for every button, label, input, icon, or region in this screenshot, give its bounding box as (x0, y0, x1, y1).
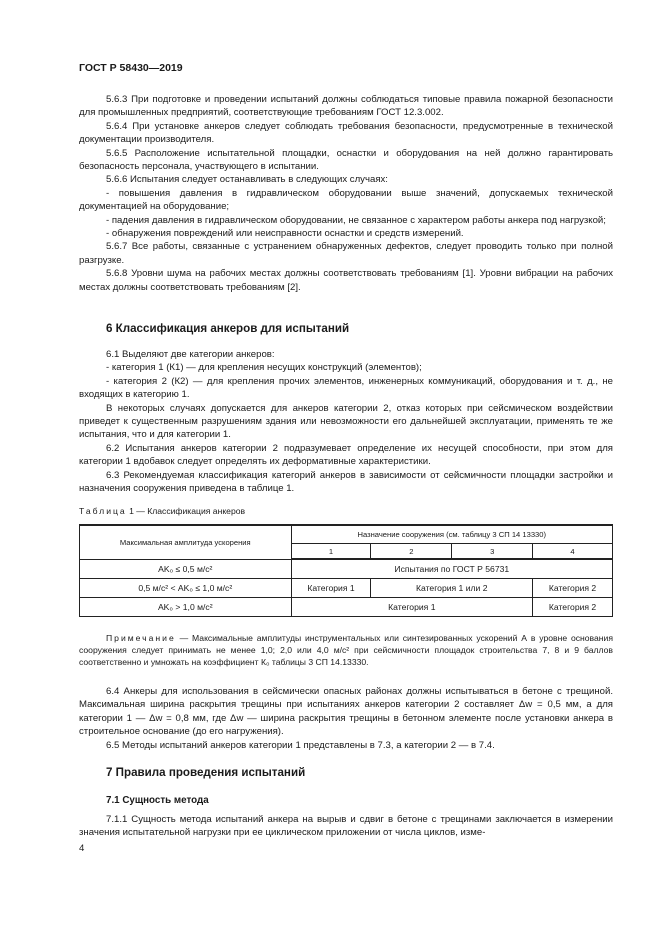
document-header: ГОСТ Р 58430—2019 (79, 62, 183, 74)
list-item: - категория 2 (К2) — для крепления прочих элементов, инженерных коммуникаций, оборудования и т. д., не входящих в категорию 1. (79, 375, 613, 401)
paragraph: 6.4 Анкеры для использования в сейсмически опасных районах должны испытываться в бетоне с трещиной. Максимальная ширина раскрытия трещины при испытаниях анкеров категории 2 составляет Δw = 0,5 мм, а для категории 1 — Δw = 0,8 мм, где Δw — ширина раскрытия трещины в бетонном элементе после установки анкера в строительное основание (до его нагружения). (79, 686, 613, 738)
list-item: - падения давления в гидравлическом оборудовании, не связанное с характером работы анкера под нагрузкой; (106, 214, 606, 226)
table-col-number: 2 (371, 544, 452, 560)
paragraph: 6.2 Испытания анкеров категории 2 подразумевает определение их несущей способности, при этом для категории 1 вдобавок следует определять их деформативные характеристики. (79, 442, 613, 468)
note-text: — Максимальные амплитуды инструментальных или синтезированных ускорений А в уровне основания сооружения следует принимать не менее 1,0; 2,0 или 4,0 м/с² при сейсмичности площадок строительства 7, 8 и 9 баллов соответственно и умножать на коэффициент К₀ таблицы 3 СП 14.13330. (79, 633, 613, 668)
table-caption-text: 1 — Классификация анкеров (126, 506, 246, 516)
paragraph: В некоторых случаях допускается для анкеров категории 2, отказ которых при сейсмическом воздействии приведет к существенным разрушениям здания или невозможности его дальнейшей эксплуатации, применять те же испытания, что и для категории 1. (79, 402, 613, 441)
table-cell-acceleration: AK₀ > 1,0 м/с² (80, 598, 292, 617)
list-item: - обнаружения повреждений или неисправности оснастки и средств измерений. (106, 228, 464, 240)
section-6-heading: 6 Классификация анкеров для испытаний (106, 322, 350, 335)
table-caption-prefix: Таблица (79, 506, 127, 516)
paragraph: 5.6.6 Испытания следует останавливать в следующих случаях: (106, 174, 388, 186)
paragraph: 5.6.4 При установке анкеров следует соблюдать требования безопасности, предусмотренные в технической документации производителя. (79, 120, 613, 146)
paragraph: 7.1.1 Сущность метода испытаний анкера на вырыв и сдвиг в бетоне с трещинами заключается в измерении значения испытательной нагрузки при ее циклическом приложении от числа циклов, изме- (79, 814, 613, 839)
paragraph: 6.1 Выделяют две категории анкеров: (106, 349, 275, 360)
section-5-6-text (79, 93, 613, 294)
table-cell: Категория 2 (533, 579, 613, 598)
section-6-text (79, 348, 613, 495)
paragraph: 5.6.3 При подготовке и проведении испытаний должны соблюдаться типовые правила пожарной безопасности для промышленных предприятий, соответствующие требованиям ГОСТ 12.3.002. (79, 94, 613, 119)
page-number: 4 (79, 843, 85, 854)
note-prefix: Примечание (106, 633, 176, 643)
table-cell: Испытания по ГОСТ Р 56731 (291, 559, 612, 579)
paragraph: 6.5 Методы испытаний анкеров категории 1 представлены в 7.3, а категории 2 — в 7.4. (106, 739, 495, 751)
section-7-text (79, 813, 613, 840)
list-item: - категория 1 (К1) — для крепления несущих конструкций (элементов); (106, 362, 422, 374)
table-cell: Категория 1 (291, 579, 371, 598)
paragraph: 6.3 Рекомендуемая классификация категорий анкеров в зависимости от сейсмичности площадки застройки и назначения сооружения приведена в таблице 1. (79, 469, 613, 495)
list-item: - повышения давления в гидравлическом оборудовании выше значений, допускаемых технической документацией на оборудование; (79, 187, 613, 213)
table-col-number: 3 (452, 544, 533, 560)
table-caption (79, 506, 245, 516)
table-col-number: 1 (291, 544, 371, 560)
anchor-classification-table (79, 524, 613, 617)
table-row (80, 598, 613, 617)
paragraph: 5.6.5 Расположение испытательной площадки, оснастки и оборудования на ней должно гарантировать безопасность персонала, участвующего в испытании. (79, 147, 613, 173)
table-cell-acceleration: 0,5 м/с² < AK₀ ≤ 1,0 м/с² (80, 579, 292, 598)
table-cell-acceleration: AK₀ ≤ 0,5 м/с² (80, 559, 292, 579)
table-row (80, 559, 613, 579)
table-col-number: 4 (533, 544, 613, 560)
table-row (80, 579, 613, 598)
section-7-heading: 7 Правила проведения испытаний (106, 766, 306, 779)
subsection-7-1-heading: 7.1 Сущность метода (106, 795, 209, 806)
table-header-purpose: Назначение сооружения (см. таблицу 3 СП 14 13330) (291, 525, 612, 544)
table-header-acceleration: Максимальная амплитуда ускорения (80, 525, 292, 559)
table-cell: Категория 1 (291, 598, 533, 617)
table-cell: Категория 1 или 2 (371, 579, 533, 598)
paragraph: 5.6.8 Уровни шума на рабочих местах должны соответствовать требованиям [1]. Уровни вибрации на рабочих местах должны соответствовать требованиям [2]. (79, 268, 613, 293)
section-6-continued (79, 685, 613, 752)
paragraph: 5.6.7 Все работы, связанные с устранением обнаруженных дефектов, следует проводить только при полной разгрузке. (79, 241, 613, 266)
table-note (79, 632, 613, 669)
table-cell: Категория 2 (533, 598, 613, 617)
